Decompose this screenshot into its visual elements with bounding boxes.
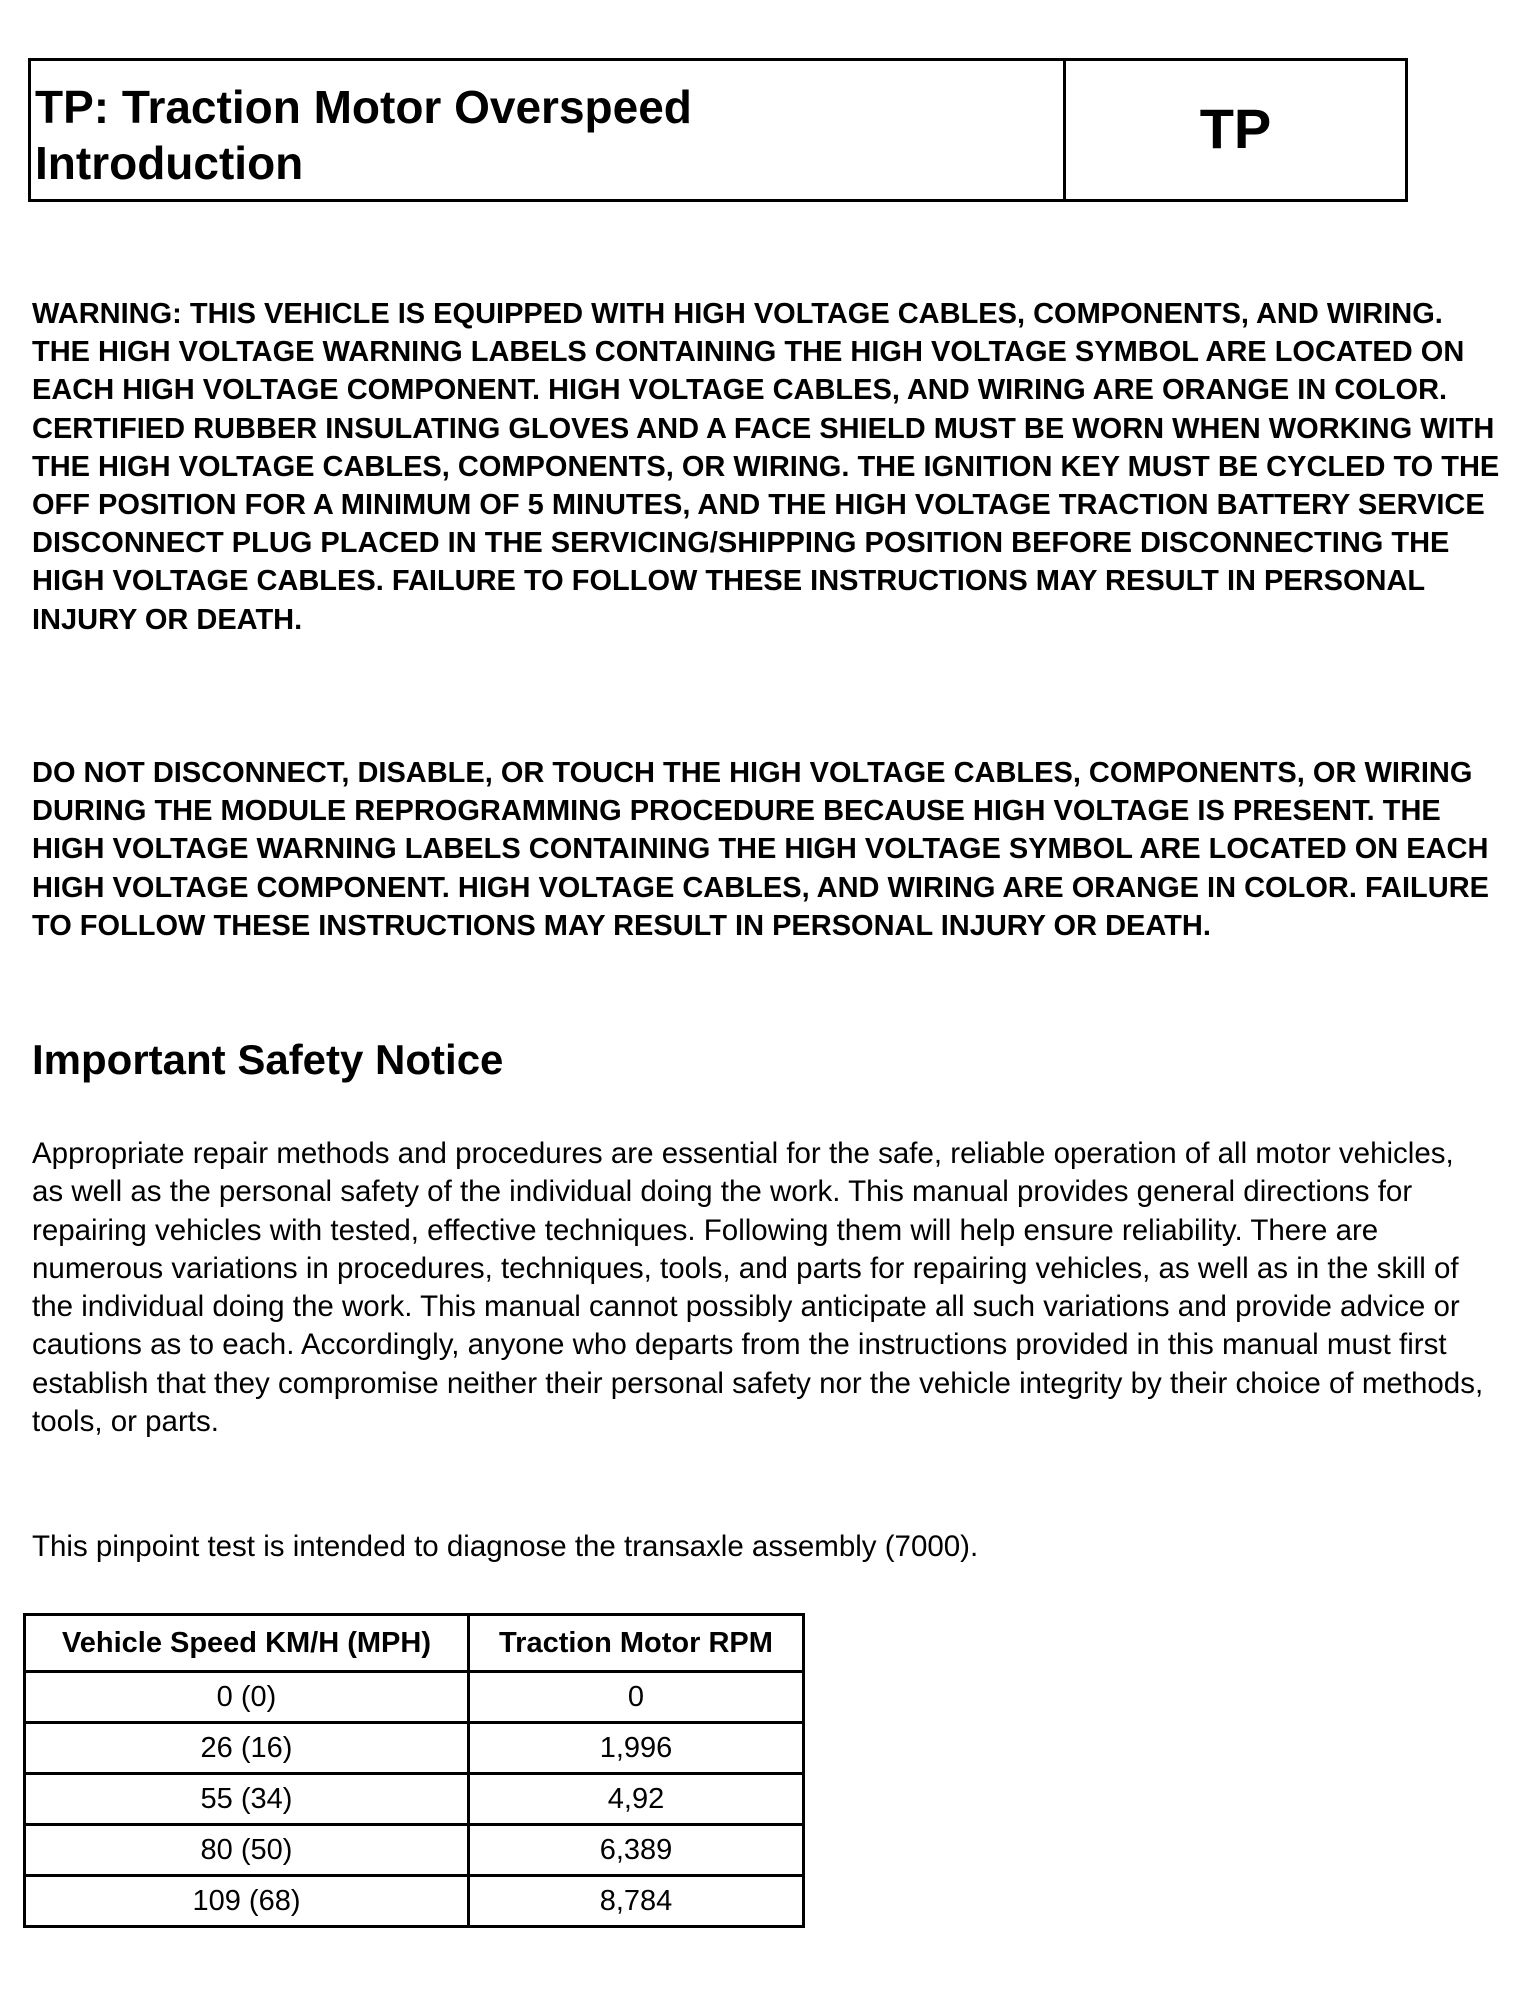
table-row xyxy=(25,1825,804,1876)
speed-cell: 55 (34) xyxy=(25,1774,469,1825)
reprogramming-warning: DO NOT DISCONNECT, DISABLE, OR TOUCH THE HIGH VOLTAGE CABLES, COMPONENTS, OR WIRING DURING THE MODULE REPROGRAMMING PROCEDURE BECAUSE HIGH VOLTAGE IS PRESENT. THE HIGH VOLTAGE WARNING LABELS CONTAINING THE HIGH VOLTAGE SYMBOL ARE LOCATED ON EACH HIGH VOLTAGE COMPONENT. HIGH VOLTAGE CABLES, AND WIRING ARE ORANGE IN COLOR. FAILURE TO FOLLOW THESE INSTRUCTIONS MAY RESULT IN PERSONAL INJURY OR DEATH. xyxy=(32,757,1489,942)
section-code: TP xyxy=(1199,96,1272,160)
column-header-vehicle-speed: Vehicle Speed KM/H (MPH) xyxy=(25,1615,469,1672)
table-row xyxy=(25,1723,804,1774)
rpm-cell: 0 xyxy=(469,1672,804,1723)
rpm-cell: 1,996 xyxy=(469,1723,804,1774)
safety-notice-heading: Important Safety Notice xyxy=(32,1036,504,1083)
title-line-1: TP: Traction Motor Overspeed xyxy=(35,81,692,133)
table-row xyxy=(25,1672,804,1723)
speed-cell: 26 (16) xyxy=(25,1723,469,1774)
speed-cell: 109 (68) xyxy=(25,1876,469,1927)
document-title xyxy=(31,61,1066,199)
document-header xyxy=(28,58,1408,202)
speed-rpm-table xyxy=(23,1613,805,1928)
table-row xyxy=(25,1876,804,1927)
safety-notice-paragraph: Appropriate repair methods and procedures are essential for the safe, reliable operation of all motor vehicles, as well as the personal safety of the individual doing the work. This manual provides general directions for repairing vehicles with tested, effective techniques. Following them will help ensure reliability. There are numerous variations in procedures, techniques, tools, and parts for repairing vehicles, as well as in the skill of the individual doing the work. This manual cannot possibly anticipate all such variations and provide advice or cautions as to each. Accordingly, anyone who departs from the instructions provided in this manual must first establish that they compromise neither their personal safety nor the vehicle integrity by their choice of methods, tools, or parts. xyxy=(32,1137,1484,1439)
rpm-cell: 4,92 xyxy=(469,1774,804,1825)
speed-cell: 0 (0) xyxy=(25,1672,469,1723)
title-line-2: Introduction xyxy=(35,137,304,189)
rpm-cell: 8,784 xyxy=(469,1876,804,1927)
high-voltage-warning: WARNING: THIS VEHICLE IS EQUIPPED WITH HIGH VOLTAGE CABLES, COMPONENTS, AND WIRING. THE HIGH VOLTAGE WARNING LABELS CONTAINING THE HIGH VOLTAGE SYMBOL ARE LOCATED ON EACH HIGH VOLTAGE COMPONENT. HIGH VOLTAGE CABLES, AND WIRING ARE ORANGE IN COLOR. CERTIFIED RUBBER INSULATING GLOVES AND A FACE SHIELD MUST BE WORN WHEN WORKING WITH THE HIGH VOLTAGE CABLES, COMPONENTS, OR WIRING. THE IGNITION KEY MUST BE CYCLED TO THE OFF POSITION FOR A MINIMUM OF 5 MINUTES, AND THE HIGH VOLTAGE TRACTION BATTERY SERVICE DISCONNECT PLUG PLACED IN THE SERVICING/SHIPPING POSITION BEFORE DISCONNECTING THE HIGH VOLTAGE CABLES. FAILURE TO FOLLOW THESE INSTRUCTIONS MAY RESULT IN PERSONAL INJURY OR DEATH. xyxy=(32,298,1500,636)
table-header-row xyxy=(25,1615,804,1672)
column-header-motor-rpm: Traction Motor RPM xyxy=(469,1615,804,1672)
speed-cell: 80 (50) xyxy=(25,1825,469,1876)
rpm-cell: 6,389 xyxy=(469,1825,804,1876)
pinpoint-test-intro: This pinpoint test is intended to diagnose the transaxle assembly (7000). xyxy=(32,1530,979,1563)
table-row xyxy=(25,1774,804,1825)
